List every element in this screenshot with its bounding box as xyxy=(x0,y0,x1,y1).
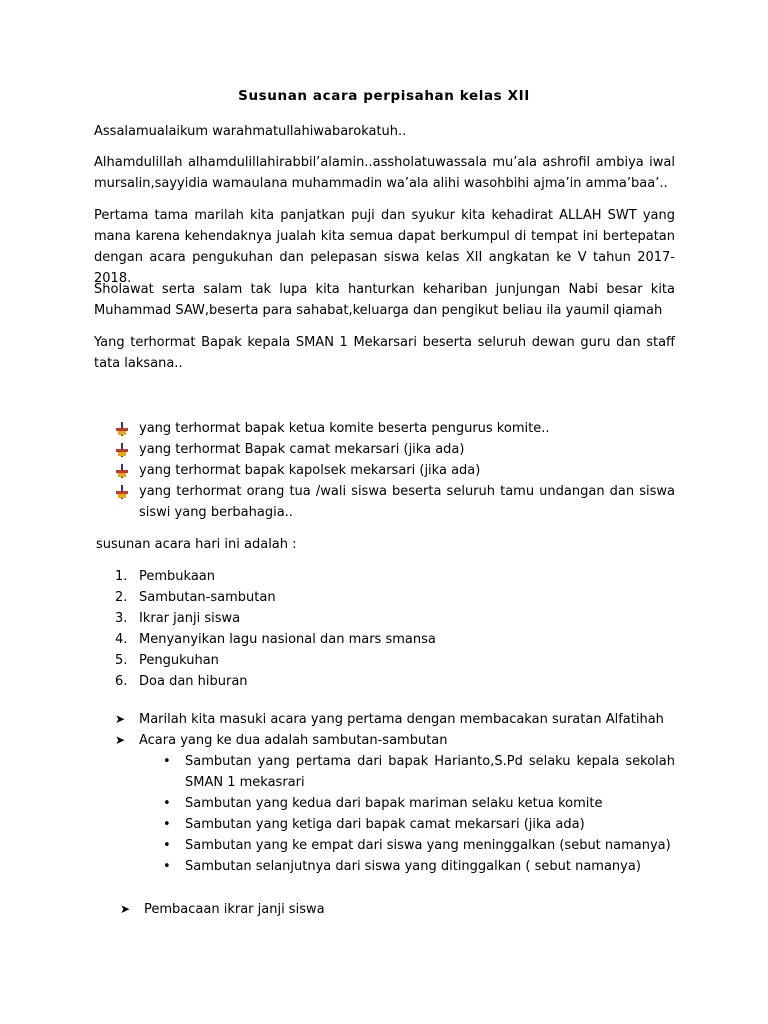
list-item-text: Menyanyikan lagu nasional dan mars smansa xyxy=(139,632,436,647)
list-number: 5. xyxy=(115,653,128,668)
gratitude-paragraph: Pertama tama marilah kita panjatkan puji dan syukur kita kehadirat ALLAH SWT yang mana karena kehendaknya jualah kita semua dapat berkumpul di tempat ini bertepatan dengan acara pengukuhan dan pelepasan siswa kelas XII angkatan ke V tahun 2017-2018. xyxy=(94,208,675,286)
list-item xyxy=(115,566,675,587)
list-item xyxy=(115,418,675,439)
opening-prayer-paragraph: Alhamdulillah alhamdulillahirabbil’alamin..assholatuwassala mu’ala ashrofil ambiya iwal mursalin,sayyidia wamaulana muhammadin wa’ala alihi wasohbihi ajma’in amma’baa’.. xyxy=(94,155,675,191)
greeting-paragraph: Assalamualaikum warahmatullahiwabarokatuh.. xyxy=(94,124,407,139)
list-item xyxy=(115,460,675,481)
list-number: 6. xyxy=(115,674,128,689)
honorifics-list xyxy=(115,418,675,523)
list-item-text: Acara yang ke dua adalah sambutan-sambutan xyxy=(139,733,448,748)
list-item-text: yang terhormat orang tua /wali siswa beserta seluruh tamu undangan dan siswa siswi yang berbahagia.. xyxy=(139,484,675,520)
list-item xyxy=(115,587,675,608)
document-title: Susunan acara perpisahan kelas XII xyxy=(238,88,530,104)
list-item-text: Marilah kita masuki acara yang pertama dengan membacakan suratan Alfatihah xyxy=(139,712,664,727)
list-item-text: Pembukaan xyxy=(139,569,216,584)
list-item-text: Ikrar janji siswa xyxy=(139,611,241,626)
final-step xyxy=(120,899,325,920)
list-number: 4. xyxy=(115,632,128,647)
dot-bullet-icon: • xyxy=(163,838,171,853)
cross-bullet-icon xyxy=(115,443,129,457)
list-item-text: yang terhormat Bapak camat mekarsari (jika ada) xyxy=(139,442,465,457)
sholawat-paragraph: Sholawat serta salam tak lupa kita hanturkan kehariban junjungan Nabi besar kita Muhammad SAW,beserta para sahabat,keluarga dan pengikut beliau ila yaumil qiamah xyxy=(94,282,675,318)
list-item xyxy=(115,481,675,523)
list-item-text: Sambutan-sambutan xyxy=(139,590,276,605)
dot-bullet-icon: • xyxy=(163,754,171,769)
list-item xyxy=(115,709,675,730)
arrow-bullet-icon: ➤ xyxy=(115,733,126,747)
cross-bullet-icon xyxy=(115,485,129,499)
list-item xyxy=(161,835,675,856)
list-item-text: Doa dan hiburan xyxy=(139,674,248,689)
list-number: 3. xyxy=(115,611,128,626)
cross-bullet-icon xyxy=(115,422,129,436)
list-item xyxy=(115,608,675,629)
list-number: 2. xyxy=(115,590,128,605)
list-item xyxy=(115,671,675,692)
arrow-bullet-icon: ➤ xyxy=(120,902,131,916)
list-item-text: Sambutan selanjutnya dari siswa yang ditinggalkan ( sebut namanya) xyxy=(185,859,641,874)
list-item-text: Sambutan yang pertama dari bapak Harianto,S.Pd selaku kepala sekolah SMAN 1 mekasrari xyxy=(185,754,675,790)
agenda-list xyxy=(115,566,675,692)
dot-bullet-icon: • xyxy=(163,817,171,832)
cross-bullet-icon xyxy=(115,464,129,478)
list-item xyxy=(161,751,675,793)
list-item-text: Pengukuhan xyxy=(139,653,219,668)
list-item xyxy=(161,814,675,835)
list-item xyxy=(115,730,675,751)
speeches-list xyxy=(161,751,675,877)
list-item-text: yang terhormat bapak kapolsek mekarsari (jika ada) xyxy=(139,463,481,478)
list-item xyxy=(161,793,675,814)
list-item-text: yang terhormat bapak ketua komite beserta pengurus komite.. xyxy=(139,421,550,436)
list-item xyxy=(115,650,675,671)
steps-list xyxy=(115,709,675,751)
list-item xyxy=(115,439,675,460)
list-number: 1. xyxy=(115,569,128,584)
list-item xyxy=(161,856,675,877)
list-item-text: Sambutan yang ketiga dari bapak camat mekarsari (jika ada) xyxy=(185,817,585,832)
dot-bullet-icon: • xyxy=(163,796,171,811)
list-item-text: Sambutan yang kedua dari bapak mariman selaku ketua komite xyxy=(185,796,603,811)
arrow-bullet-icon: ➤ xyxy=(115,712,126,726)
list-item-text: Pembacaan ikrar janji siswa xyxy=(144,902,325,917)
agenda-intro: susunan acara hari ini adalah : xyxy=(96,537,297,552)
list-item-text: Sambutan yang ke empat dari siswa yang meninggalkan (sebut namanya) xyxy=(185,838,671,853)
dot-bullet-icon: • xyxy=(163,859,171,874)
respect-paragraph: Yang terhormat Bapak kepala SMAN 1 Mekarsari beserta seluruh dewan guru dan staff tata laksana.. xyxy=(94,335,675,371)
list-item xyxy=(115,629,675,650)
